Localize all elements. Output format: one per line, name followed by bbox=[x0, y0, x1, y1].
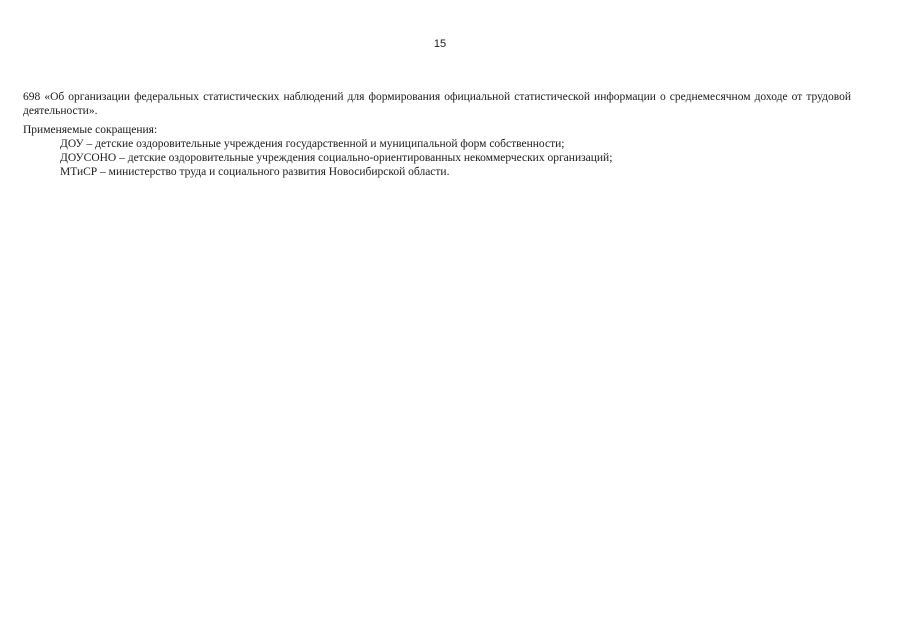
abbreviation-item: МТиСР – министерство труда и социального развития Новосибирской области. bbox=[60, 166, 450, 178]
page-number: 15 bbox=[433, 38, 447, 50]
abbreviations-heading: Применяемые сокращения: bbox=[23, 124, 158, 136]
abbreviations-section bbox=[23, 123, 851, 179]
abbreviation-item: ДОУ – детские оздоровительные учреждения государственной и муниципальной форм собственности; bbox=[60, 138, 565, 150]
abbreviation-item: ДОУСОНО – детские оздоровительные учреждения социально-ориентированных некоммерческих организаций; bbox=[60, 152, 613, 164]
body-paragraph: 698 «Об организации федеральных статистических наблюдений для формирования официальной статистической информации о среднемесячном доходе от трудовой деятельности». bbox=[23, 90, 851, 117]
abbreviations-list bbox=[23, 137, 851, 179]
